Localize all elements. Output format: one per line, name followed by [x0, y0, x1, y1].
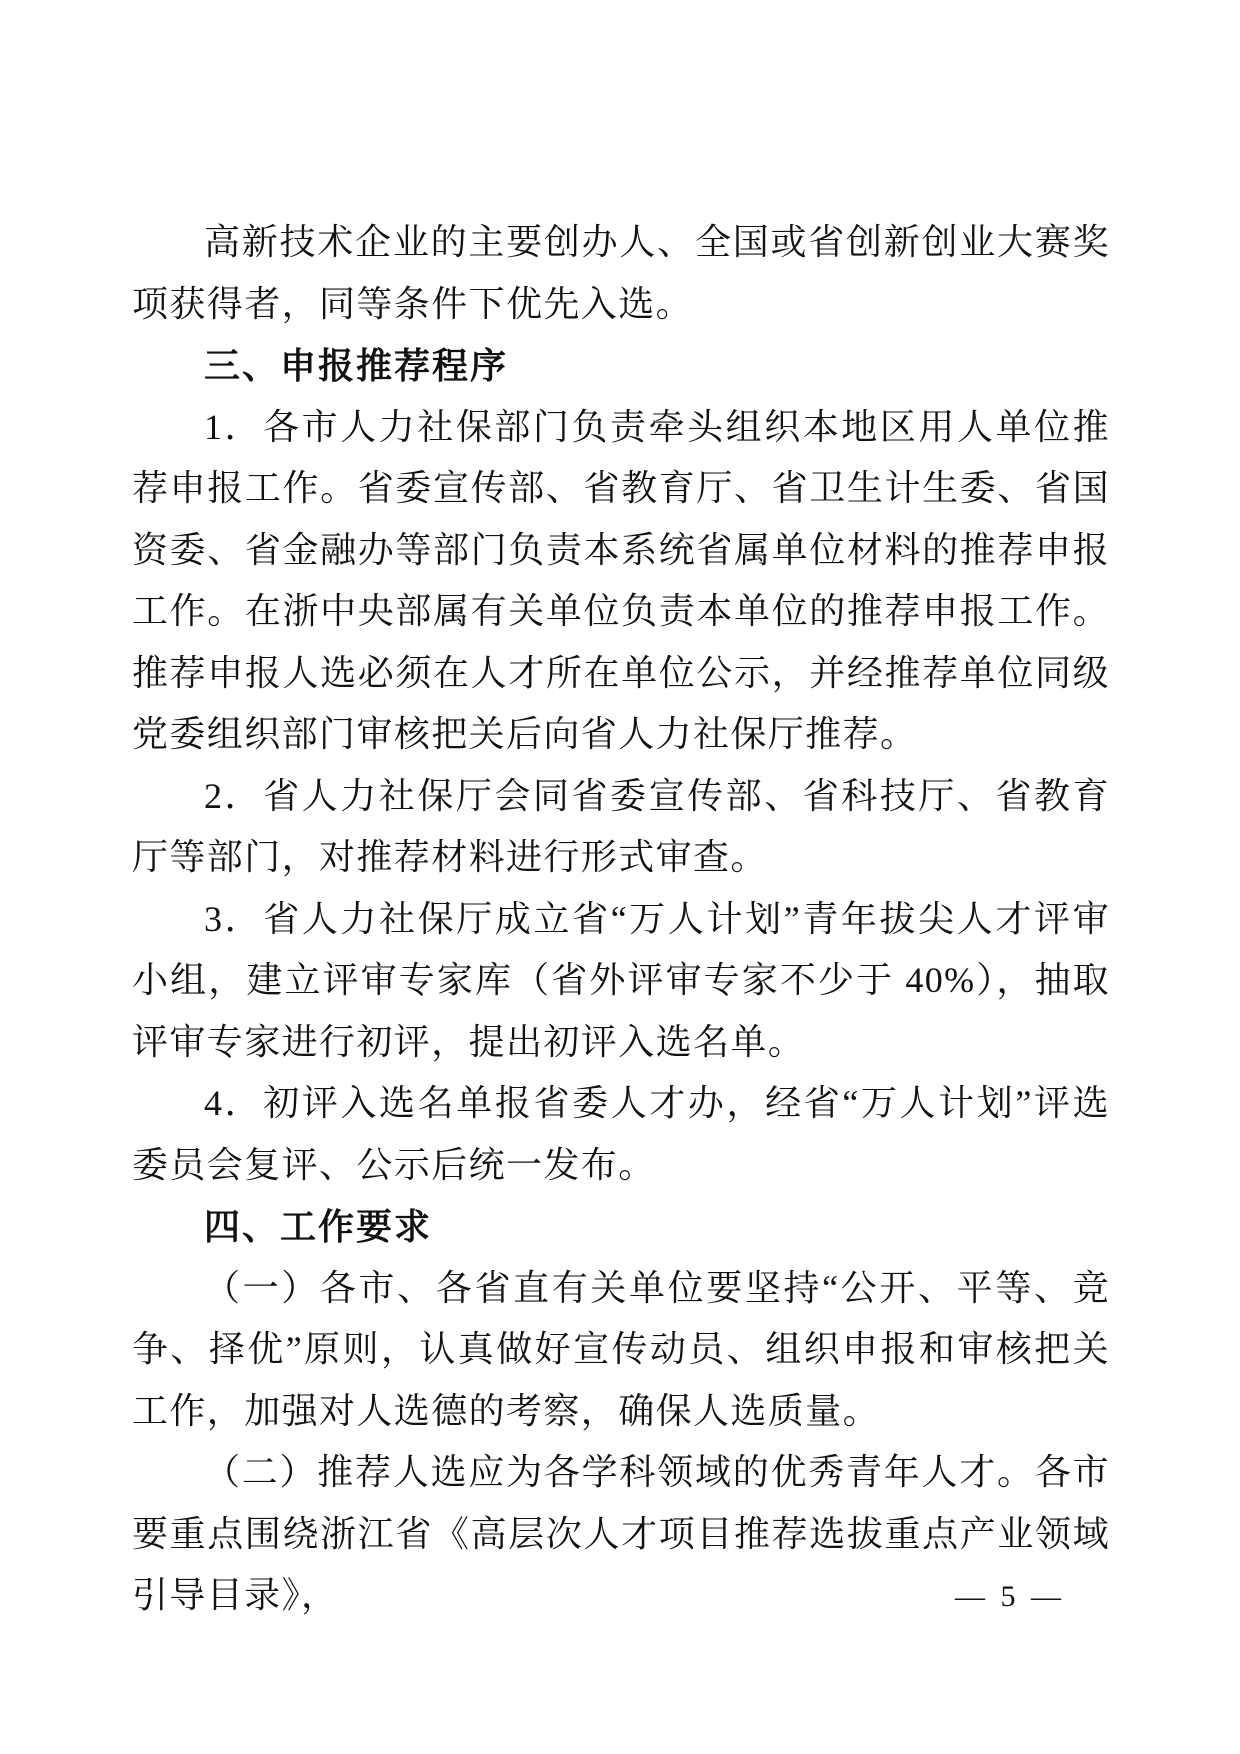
section-heading-work-requirements: 四、工作要求 [204, 1206, 433, 1247]
paragraph-procedure-item-1: 1．各市人力社保部门负责牵头组织本地区用人单位推荐申报工作。省委宣传部、省教育厅、省卫生计生委、省国资委、省金融办等部门负责本系统省属单位材料的推荐申报工作。在浙中央部属有关单位负责本单位的推荐申报工作。推荐申报人选必须在人才所在单位公示，并经推荐单位同级党委组织部门审核把关后向省人力社保厅推荐。 [132, 406, 1110, 754]
paragraph-procedure-item-4: 4．初评入选名单报省委人才办，经省“万人计划”评选委员会复评、公示后统一发布。 [132, 1083, 1110, 1185]
paragraph-priority-selection: 高新技术企业的主要创办人、全国或省创新创业大赛奖项获得者，同等条件下优先入选。 [132, 222, 1110, 324]
page-number: — 5 — [955, 1580, 1065, 1613]
document-text-block [132, 212, 1110, 1627]
paragraph-requirement-1: （一）各市、各省直有关单位要坚持“公开、平等、竞争、择优”原则，认真做好宣传动员、组织申报和审核把关工作，加强对人选德的考察，确保人选质量。 [132, 1267, 1110, 1431]
paragraph-requirement-2: （二）推荐人选应为各学科领域的优秀青年人才。各市要重点围绕浙江省《高层次人才项目推荐选拔重点产业领域引导目录》， [132, 1452, 1110, 1615]
section-heading-declaration-procedure: 三、申报推荐程序 [204, 345, 509, 386]
paragraph-procedure-item-2: 2．省人力社保厅会同省委宣传部、省科技厅、省教育厅等部门，对推荐材料进行形式审查。 [132, 775, 1110, 877]
paragraph-procedure-item-3: 3．省人力社保厅成立省“万人计划”青年拔尖人才评审小组，建立评审专家库（省外评审专家不少于 40%），抽取评审专家进行初评，提出初评入选名单。 [132, 898, 1110, 1062]
